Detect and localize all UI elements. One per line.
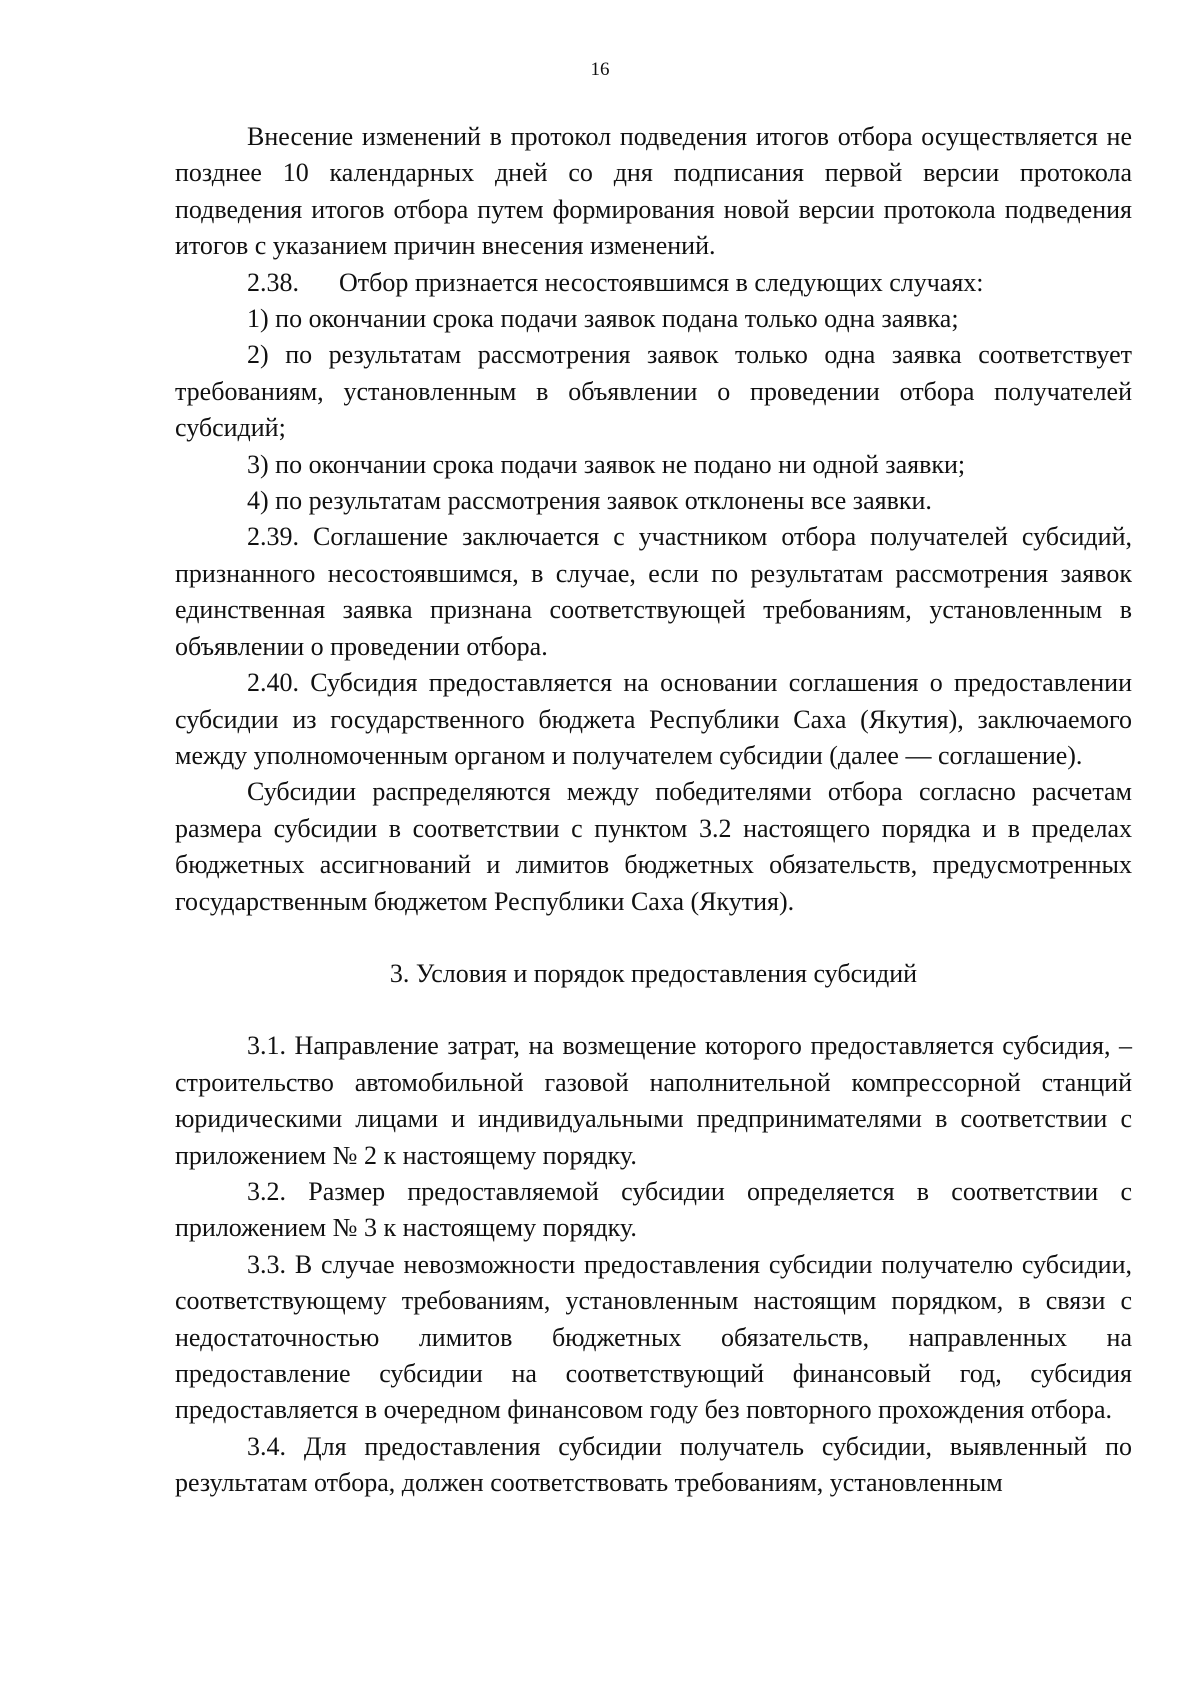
- paragraph-2-39: 2.39. Соглашение заключается с участником отбора получателей субсидий, признанного несостоявшимся, в случае, если по результатам рассмотрения заявок единственная заявка признана соответствующей требованиям, установленным в объявлении о проведении отбора.: [175, 522, 1132, 661]
- document-body: [175, 119, 1132, 1502]
- paragraph-3-3: 3.3. В случае невозможности предоставления субсидии получателю субсидии, соответствующему требованиям, установленным настоящим порядком, в связи с недостаточностью лимитов бюджетных обязательств, направленных на предоставление субсидии на соответствующий финансовый год, субсидия предоставляется в очередном финансовом году без повторного прохождения отбора.: [175, 1249, 1132, 1425]
- paragraph-3-1: 3.1. Направление затрат, на возмещение которого предоставляется субсидия, – строительство автомобильной газовой наполнительной компрессорной станций юридическими лицами и индивидуальными предпринимателями в соответствии с приложением № 2 к настоящему порядку.: [175, 1031, 1132, 1170]
- page-number: 16: [590, 59, 610, 80]
- list-item-4: 4) по результатам рассмотрения заявок отклонены все заявки.: [247, 486, 932, 516]
- paragraph-2-38: [175, 265, 1132, 301]
- list-item-1: 1) по окончании срока подачи заявок подана только одна заявка;: [247, 304, 959, 334]
- paragraph-3-4: 3.4. Для предоставления субсидии получатель субсидии, выявленный по результатам отбора, должен соответствовать требованиям, установленным: [175, 1431, 1132, 1498]
- clause-text-2-38: Отбор признается несостоявшимся в следующих случаях:: [339, 267, 984, 297]
- list-item-2: 2) по результатам рассмотрения заявок только одна заявка соответствует требованиям, установленным в объявлении о проведении отбора получателей субсидий;: [175, 340, 1132, 443]
- clause-number-2-38: 2.38.: [247, 267, 299, 297]
- paragraph-3-2: 3.2. Размер предоставляемой субсидии определяется в соответствии с приложением № 3 к настоящему порядку.: [175, 1176, 1132, 1243]
- paragraph-protocol-changes: Внесение изменений в протокол подведения итогов отбора осуществляется не позднее 10 календарных дней со дня подписания первой версии протокола подведения итогов отбора путем формирования новой версии протокола подведения итогов с указанием причин внесения изменений.: [175, 122, 1132, 261]
- list-item-3: 3) по окончании срока подачи заявок не подано ни одной заявки;: [247, 449, 966, 479]
- paragraph-2-40: 2.40. Субсидия предоставляется на основании соглашения о предоставлении субсидии из государственного бюджета Республики Саха (Якутия), заключаемого между уполномоченным органом и получателем субсидии (далее — соглашение).: [175, 668, 1132, 770]
- paragraph-subsidy-distribution: Субсидии распределяются между победителями отбора согласно расчетам размера субсидии в соответствии с пунктом 3.2 настоящего порядка и в пределах бюджетных ассигнований и лимитов бюджетных обязательств, предусмотренных государственным бюджетом Республики Саха (Якутия).: [175, 777, 1132, 916]
- section-heading-3: 3. Условия и порядок предоставления субсидий: [389, 958, 918, 988]
